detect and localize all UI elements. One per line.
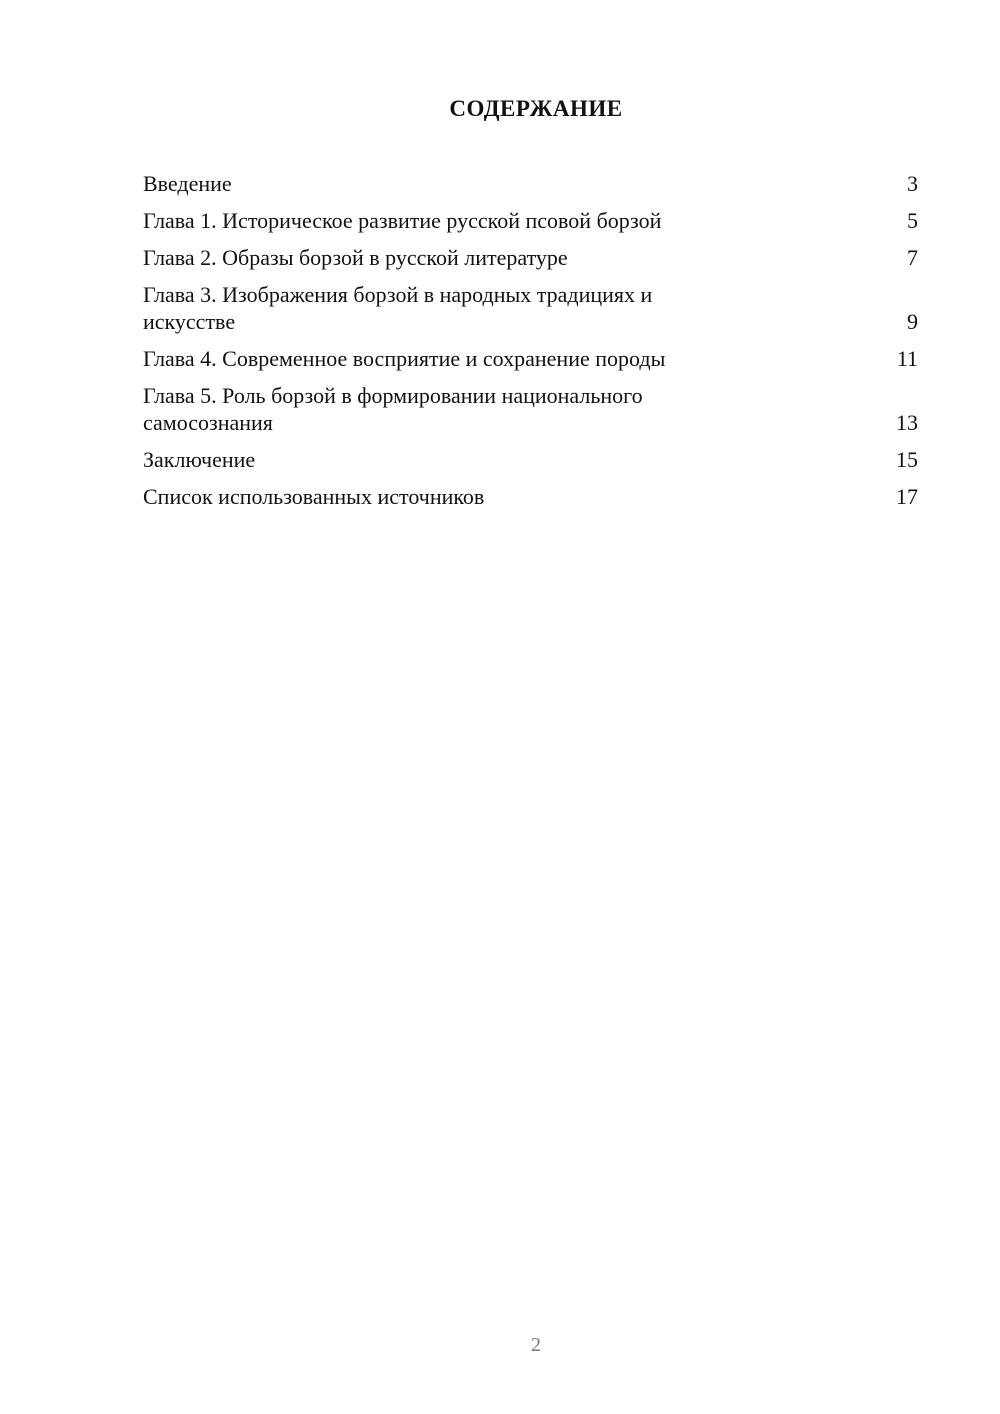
toc-item-chapter-3	[143, 281, 918, 335]
toc-item-title: Глава 2. Образы борзой в русской литературе	[143, 245, 568, 270]
toc-item-page: 5	[907, 208, 918, 233]
toc-item-chapter-1	[143, 207, 918, 234]
toc-item-title: Глава 3. Изображения борзой в народных традициях и искусстве	[143, 282, 653, 334]
toc-item-chapter-2	[143, 244, 918, 271]
toc-item-page: 13	[896, 410, 918, 435]
toc-item-title: Глава 1. Историческое развитие русской псовой борзой	[143, 208, 662, 233]
toc-item-title: Заключение	[143, 447, 256, 472]
toc-item-title: Список использованных источников	[143, 484, 485, 509]
toc-item-introduction	[143, 170, 918, 197]
table-of-contents	[143, 170, 918, 520]
toc-item-page: 9	[907, 309, 918, 334]
toc-item-page: 11	[896, 346, 918, 371]
page-number: 2	[531, 1334, 541, 1356]
toc-item-chapter-5	[143, 382, 918, 436]
toc-item-title: Введение	[143, 171, 232, 196]
toc-item-page: 3	[907, 171, 918, 196]
toc-item-chapter-4	[143, 345, 918, 372]
toc-item-conclusion	[143, 446, 918, 473]
toc-item-title: Глава 5. Роль борзой в формировании национального самосознания	[143, 383, 643, 435]
toc-item-page: 15	[896, 447, 918, 472]
toc-item-page: 7	[907, 245, 918, 270]
page-title: СОДЕРЖАНИЕ	[449, 96, 623, 121]
toc-item-title: Глава 4. Современное восприятие и сохранение породы	[143, 346, 666, 371]
toc-item-references	[143, 483, 918, 510]
toc-item-page: 17	[896, 484, 918, 509]
